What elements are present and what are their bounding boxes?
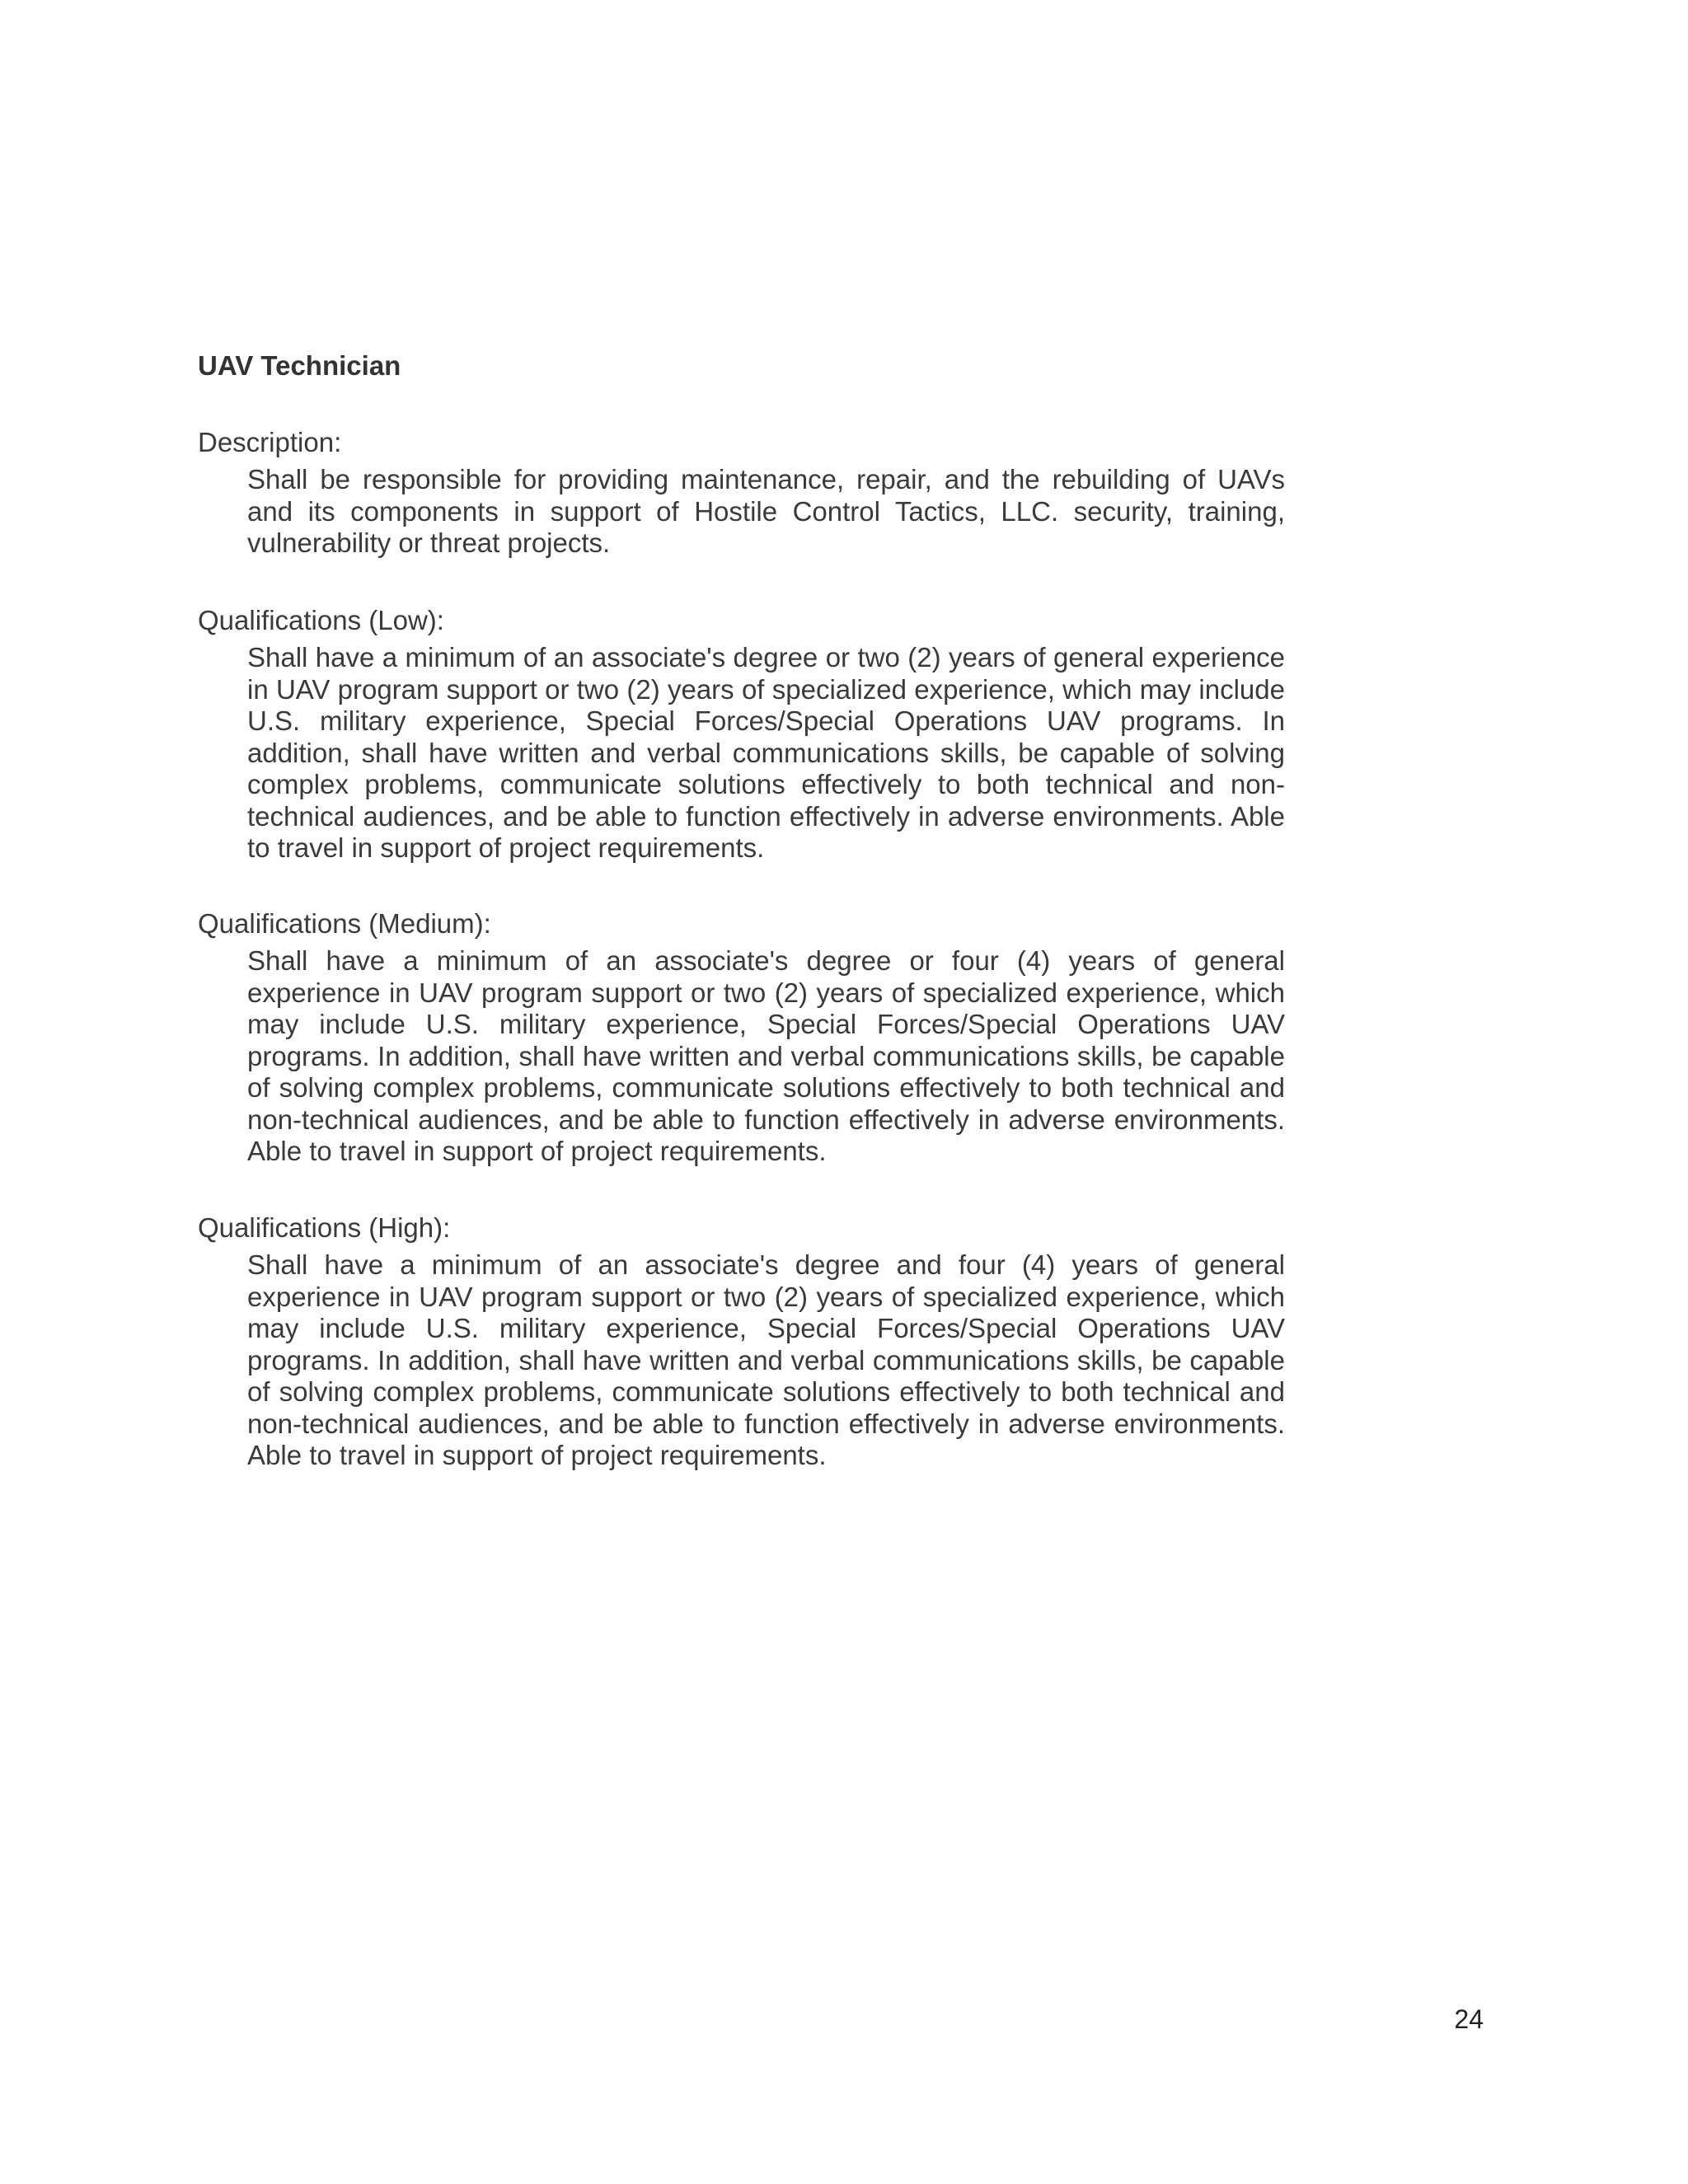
section-body-qualifications-low: Shall have a minimum of an associate's degree or two (2) years of general experience in UAV program support or two (2) years of specialized experience, which may include U.S. military experience, Special Forces/Special Operations UAV programs. In addition, shall have written and verbal communications skills, be capable of solving complex problems, communicate solutions effectively to both technical and non-technical audiences, and be able to function effectively in adverse environments. Able to travel in support of project requirements. — [247, 642, 1285, 863]
section-body-description: Shall be responsible for providing maintenance, repair, and the rebuilding of UAVs and its components in support of Hostile Control Tactics, LLC. security, training, vulnerability or threat projects. — [247, 464, 1285, 558]
page-title: UAV Technician — [198, 350, 401, 381]
section-qualifications-medium — [198, 907, 1286, 1168]
section-label-description: Description: — [198, 427, 342, 457]
section-description — [198, 426, 1286, 560]
section-body-qualifications-high: Shall have a minimum of an associate's degree and four (4) years of general experience in UAV program support or two (2) years of specialized experience, which may include U.S. military experience, Special Forces/Special Operations UAV programs. In addition, shall have written and verbal communications skills, be capable of solving complex problems, communicate solutions effectively to both technical and non-technical audiences, and be able to function effectively in adverse environments. Able to travel in support of project requirements. — [247, 1249, 1285, 1470]
section-label-qualifications-high: Qualifications (High): — [198, 1212, 451, 1243]
section-qualifications-high — [198, 1212, 1286, 1472]
section-qualifications-low — [198, 604, 1286, 865]
section-body-qualifications-medium: Shall have a minimum of an associate's degree or four (4) years of general experience in UAV program support or two (2) years of specialized experience, which may include U.S. military experience, Special Forces/Special Operations UAV programs. In addition, shall have written and verbal communications skills, be capable of solving complex problems, communicate solutions effectively to both technical and non-technical audiences, and be able to function effectively in adverse environments. Able to travel in support of project requirements. — [247, 945, 1285, 1166]
page-number: 24 — [1454, 2004, 1484, 2034]
section-label-qualifications-low: Qualifications (Low): — [198, 605, 444, 635]
section-label-qualifications-medium: Qualifications (Medium): — [198, 908, 491, 939]
